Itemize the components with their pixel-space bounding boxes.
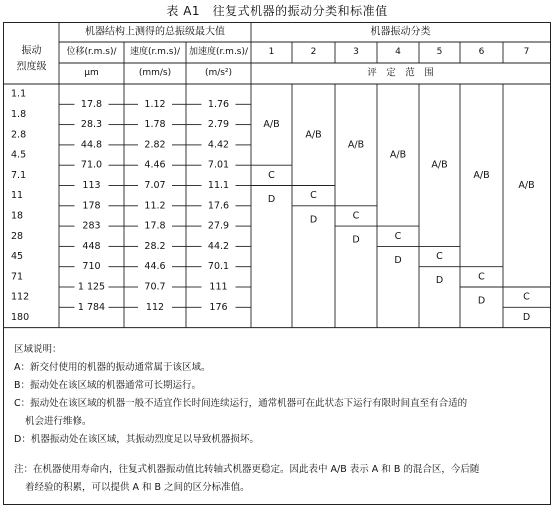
remark-line-1: 注：在机器使用寿命内，往复式机器振动值比转轴式机器更稳定。因此表中 A/B 表示 A 和 B 的混合区，今后随 (14, 464, 480, 475)
class-number-7: 7 (523, 47, 530, 57)
class-number-5: 5 (436, 47, 443, 57)
zone-note-c: C：振动处在该区域的机器一般不适宜作长时间连续运行，通常机器可在此状态下运行有限时间直至有合适的 (14, 398, 468, 409)
velocity-threshold-value: 7.07 (144, 180, 166, 191)
zone-notes-heading: 区域说明： (14, 344, 62, 355)
class-number-6: 6 (478, 47, 485, 57)
zone-note-d: D：机器振动处在该区域，其振动烈度足以导致机器损坏。 (14, 434, 259, 445)
severity-level-header: 烈度级 (16, 61, 47, 73)
zone-label-class-4: D (394, 254, 402, 266)
zone-label-class-5: C (436, 251, 443, 263)
zone-label-class-2: C (310, 190, 317, 202)
severity-level-row: 180 (11, 311, 30, 323)
velocity-threshold-value: 28.2 (144, 240, 166, 252)
vibration-class-header: 机器振动分类 (370, 26, 431, 38)
remark-line-2: 着经验的积累，可以提供 A 和 B 之间的区分标准值。 (25, 482, 250, 493)
class-number-1: 1 (268, 47, 275, 57)
severity-level-row: 112 (11, 291, 30, 303)
evaluation-range-header: 评 定 范 围 (367, 67, 434, 79)
displacement-threshold-value: 28.3 (80, 119, 103, 131)
severity-level-row: 11 (11, 190, 24, 202)
zone-note-c-continued: 机会进行维修。 (25, 416, 92, 427)
displacement-threshold-value: 113 (82, 180, 101, 191)
severity-level-row: 1.8 (11, 108, 27, 120)
acceleration-threshold-value: 70.1 (207, 261, 230, 273)
velocity-threshold-value: 11.2 (144, 200, 166, 212)
zone-label-class-1: D (267, 194, 276, 205)
acceleration-unit: (m/s²) (204, 68, 233, 78)
velocity-threshold-value: 70.7 (144, 281, 166, 293)
class-number-2: 2 (310, 47, 317, 57)
severity-level-row: 1.1 (11, 88, 27, 100)
zone-label-class-1: C (268, 169, 275, 181)
zone-label-class-3: A/B (347, 139, 365, 151)
displacement-header: 位移(r.m.s)/ (66, 47, 117, 57)
severity-level-row: 18 (11, 210, 24, 222)
velocity-threshold-value: 1.78 (144, 119, 166, 131)
zone-label-class-2: D (309, 214, 318, 226)
acceleration-threshold-value: 2.79 (207, 119, 230, 131)
zone-label-class-7: A/B (518, 180, 535, 191)
severity-level-row: 71 (11, 271, 24, 283)
remark (14, 461, 479, 497)
velocity-threshold-value: 1.12 (144, 98, 166, 110)
severity-level-row: 28 (11, 230, 24, 242)
zone-label-class-1: A/B (263, 119, 280, 131)
zone-label-class-3: D (352, 234, 360, 246)
class-number-4: 4 (395, 47, 401, 57)
displacement-unit: μm (84, 68, 99, 78)
zone-label-class-6: A/B (473, 169, 490, 181)
velocity-threshold-value: 112 (145, 301, 165, 313)
zone-label-class-6: D (477, 295, 486, 307)
displacement-threshold-value: 283 (82, 220, 101, 232)
velocity-header: 速度(r.m.s)/ (129, 47, 181, 57)
displacement-threshold-value: 71.0 (80, 159, 103, 171)
zone-label-class-4: A/B (389, 149, 407, 161)
zone-notes (14, 341, 467, 449)
velocity-threshold-value: 4.46 (144, 159, 166, 171)
displacement-threshold-value: 17.8 (80, 98, 103, 110)
zone-note-b: B：振动处在该区域的机器通常可长期运行。 (14, 380, 202, 391)
zone-label-class-5: A/B (431, 159, 448, 171)
severity-level-row: 45 (11, 251, 24, 263)
severity-level-header: 振动 (21, 45, 42, 57)
displacement-threshold-value: 1 125 (77, 281, 106, 293)
acceleration-header: 加速度(r.m.s)/ (188, 47, 249, 57)
acceleration-threshold-value: 27.9 (207, 220, 230, 232)
displacement-threshold-value: 44.8 (80, 139, 103, 151)
velocity-threshold-value: 17.8 (144, 220, 166, 232)
table-title: 表 A1 往复式机器的振动分类和标准值 (166, 4, 388, 18)
acceleration-threshold-value: 4.42 (207, 139, 230, 151)
acceleration-threshold-value: 11.1 (207, 180, 230, 191)
zone-label-class-7: D (522, 311, 531, 323)
max-values-header: 机器结构上测得的总振级最大值 (85, 26, 225, 38)
displacement-threshold-value: 710 (82, 261, 101, 273)
acceleration-threshold-value: 7.01 (207, 159, 230, 171)
zone-label-class-2: A/B (305, 129, 322, 141)
acceleration-threshold-value: 111 (209, 281, 228, 293)
severity-level-row: 7.1 (11, 169, 27, 181)
displacement-threshold-value: 178 (82, 200, 101, 212)
acceleration-threshold-value: 17.6 (207, 200, 230, 212)
velocity-threshold-value: 44.6 (144, 261, 166, 273)
acceleration-threshold-value: 1.76 (207, 98, 230, 110)
acceleration-threshold-value: 44.2 (207, 240, 230, 252)
zone-label-class-5: D (435, 275, 444, 287)
zone-label-class-3: C (352, 210, 360, 222)
zone-label-class-4: C (394, 230, 402, 242)
zone-note-a: A：新交付使用的机器的振动通常属于该区域。 (14, 362, 211, 373)
velocity-unit: (mm/s) (138, 68, 172, 78)
zone-label-class-7: C (523, 291, 530, 303)
displacement-threshold-value: 1 784 (77, 301, 106, 313)
acceleration-threshold-value: 176 (209, 301, 228, 313)
severity-level-row: 2.8 (11, 129, 27, 141)
class-number-3: 3 (353, 47, 359, 57)
displacement-threshold-value: 448 (82, 240, 101, 252)
zone-label-class-6: C (478, 271, 485, 283)
velocity-threshold-value: 2.82 (144, 139, 166, 151)
severity-level-row: 4.5 (11, 149, 27, 161)
